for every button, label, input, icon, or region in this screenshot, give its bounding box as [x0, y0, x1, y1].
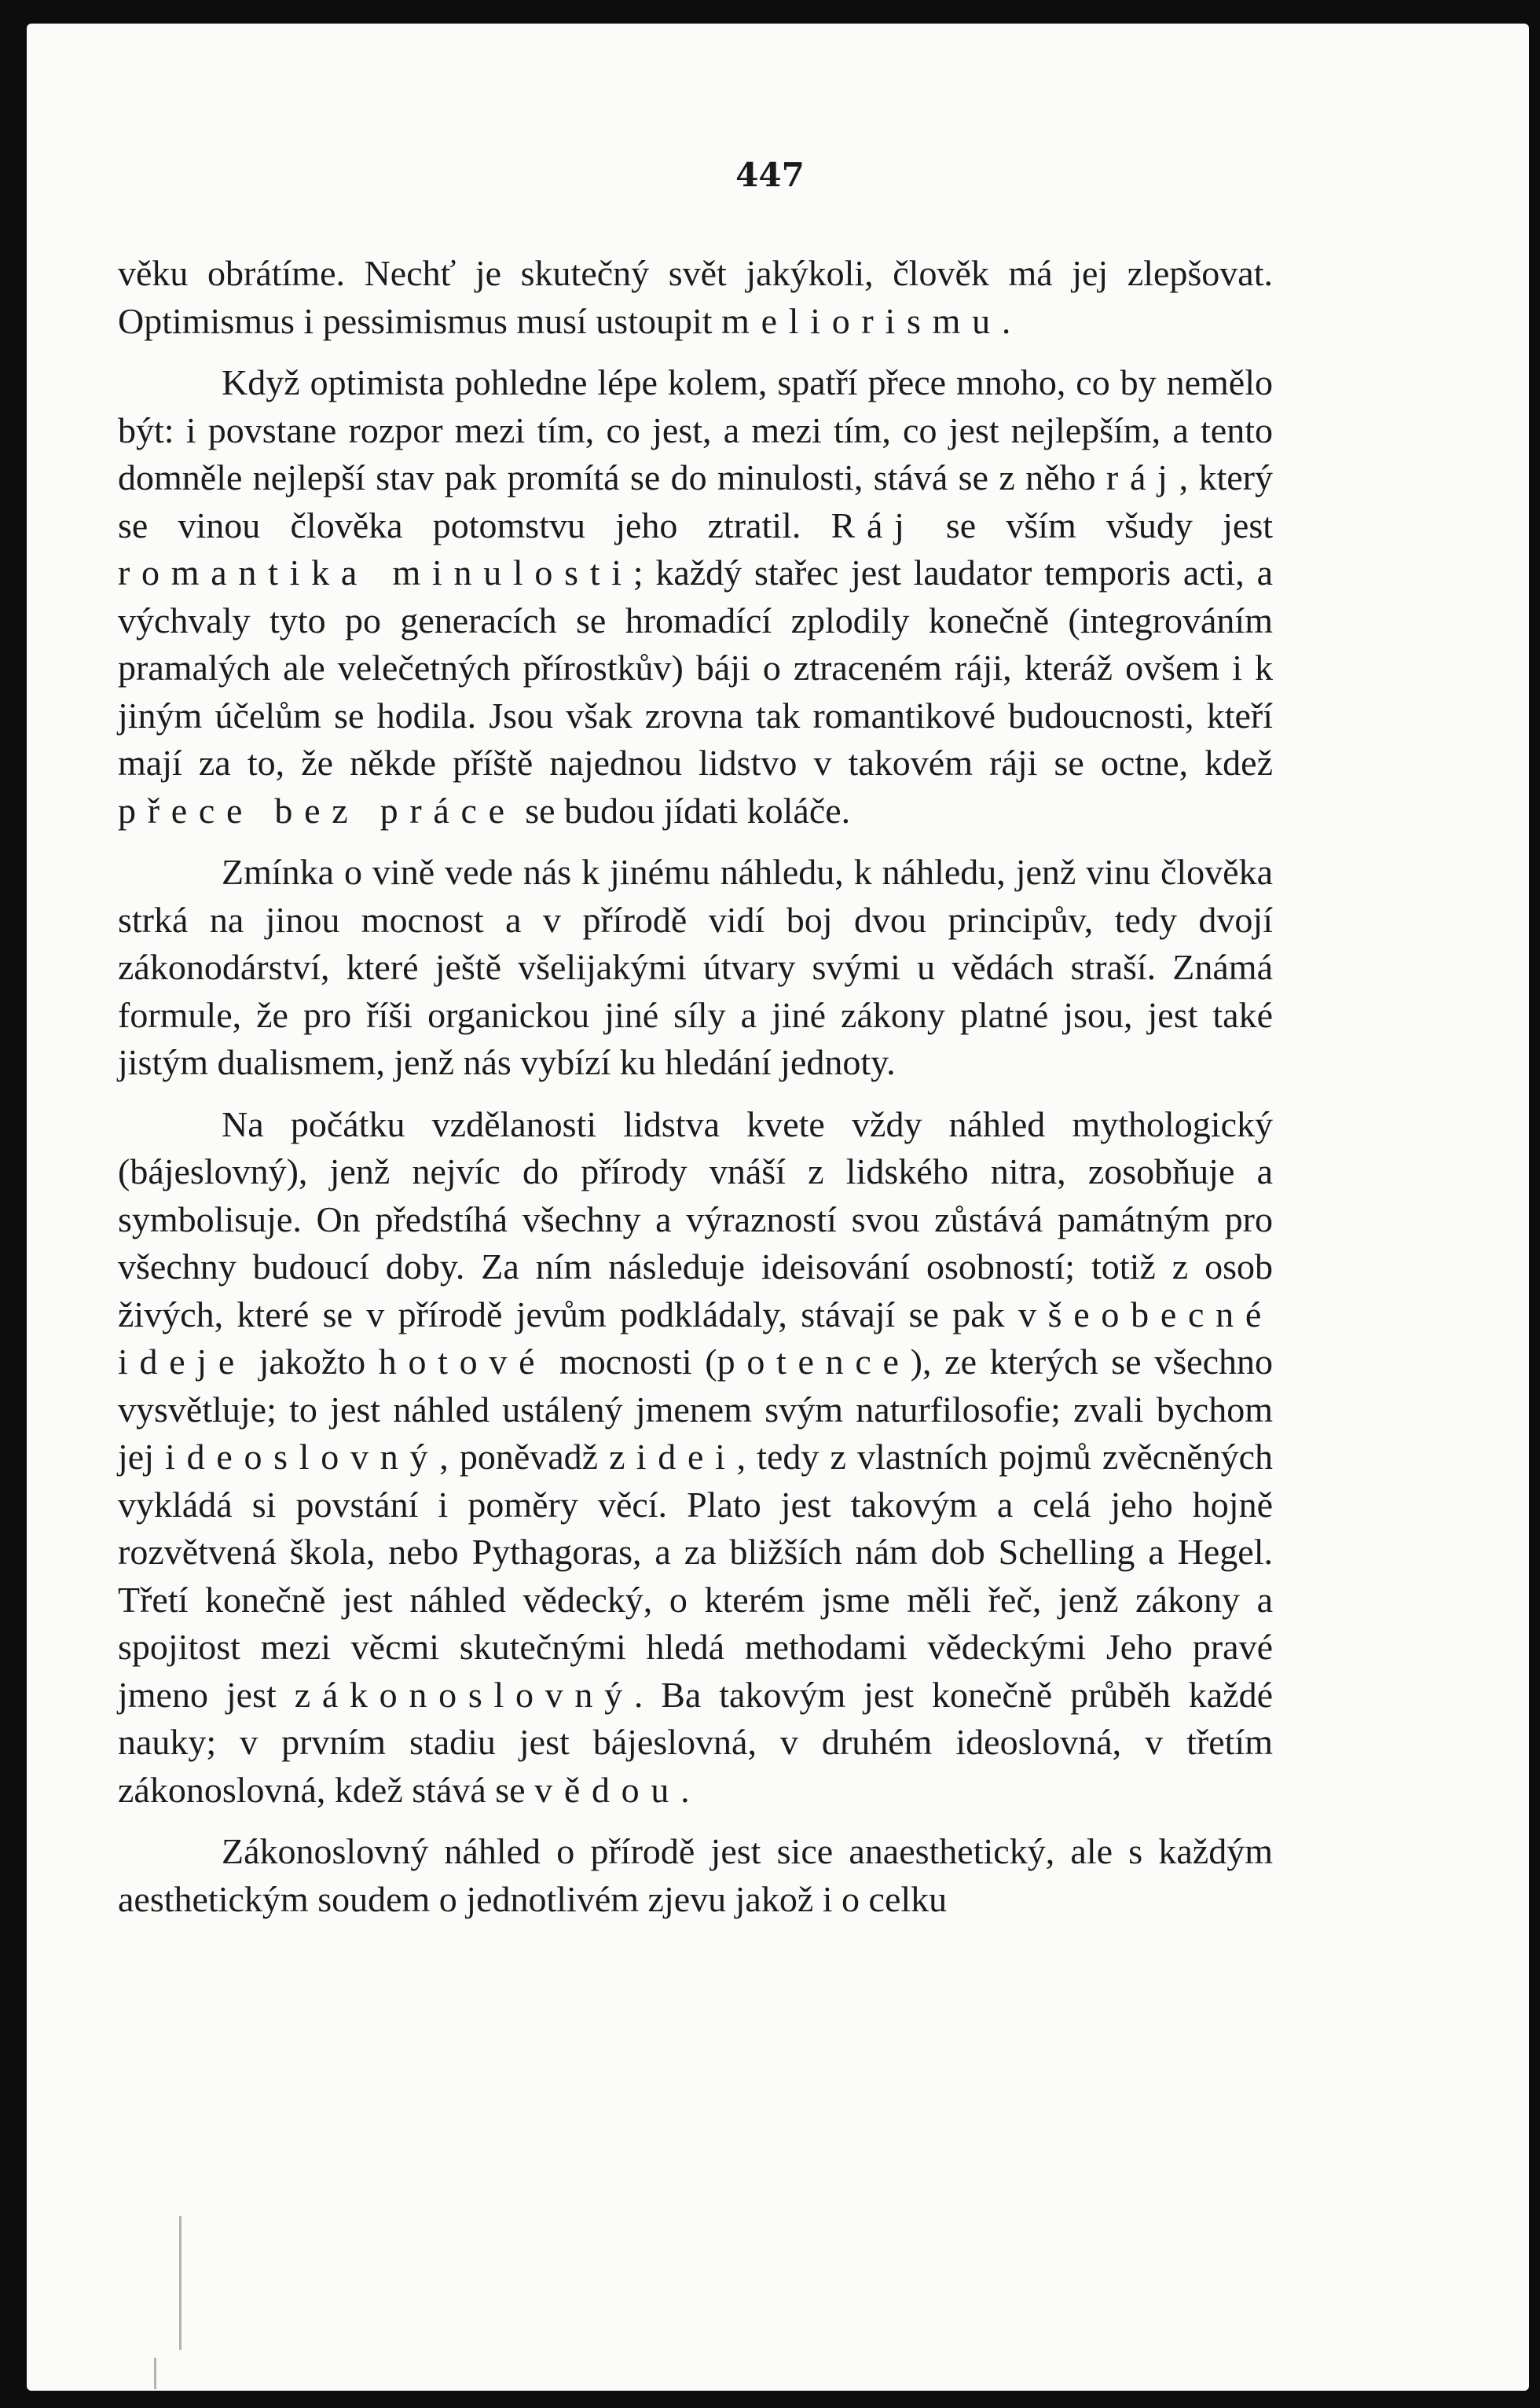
text-segment: se budou jídati koláče.	[515, 790, 851, 831]
emphasized-text: ideoslovný	[165, 1437, 440, 1477]
text-segment: Zmínka o vině vede nás k jinému náhledu, k náhledu, jenž vinu člověka strká na jinou mocnost a v přírodě vidí boj dvou principův, tedy dvojí zákonodárství, které ještě všelijakými útvary svými u vědách straší. Známá formule, že pro říši organickou jiné síly a jiné zákony platné jsou, jest také jistým dualismem, jenž nás vybízí ku hledání jednoty.	[118, 852, 1273, 1082]
emphasized-text: hotové	[378, 1342, 547, 1382]
text-segment: mocnosti (	[546, 1342, 717, 1382]
page-edge-mark	[179, 2216, 182, 2350]
text-segment: , tedy z vlastních pojmů zvěcněných vykládá si povstání i poměry věcí. Plato jest takovým a celá jeho hojně rozvětvená škola, nebo Pythagoras, a za bližších nám dob Schelling a Hegel. Třetí konečně jest náhled vědecký, o kterém jsme měli řeč, jenž zákony a spojitost mezi věcmi skutečnými hledá methodami vědeckými Jeho pravé jmeno jest	[118, 1437, 1274, 1715]
page-number: 447	[735, 156, 805, 194]
text-segment: Když optimista pohledne lépe kolem, spatří přece mnoho, co by nemělo být: i povstane rozpor mezi tím, co jest, a mezi tím, co jest nejlepším, a tento domněle nejlepší stav pak promítá se do minulosti, stává se z něho	[118, 362, 1273, 497]
text-segment: , poněvadž z	[439, 1437, 636, 1477]
text-segment: Na počátku vzdělanosti lidstva kvete vždy náhled mythologický (bájeslovný), jenž nejvíc do přírody vnáší z lidského nitra, zosobňuje a symbolisuje. On předstíhá všechny a výrazností svou zůstává památným pro všechny budoucí doby. Za ním následuje ideisování osobností; totiž z osob živých, které se v přírodě jevům podkládaly, stávají se pak	[118, 1103, 1273, 1334]
text-segment: ), ze kterých se všechno vysvětluje; to jest náhled ustálený jmenem svým naturfilosofie; zvali bychom jej	[118, 1342, 1273, 1477]
emphasized-text: potence	[717, 1342, 911, 1382]
paragraph	[118, 359, 1273, 835]
emphasized-text: Ráj	[830, 505, 916, 545]
emphasized-text: meliorismu	[721, 300, 1002, 341]
emphasized-text: přece bez práce	[118, 790, 516, 831]
text-segment: ; každý stařec jest laudator temporis acti, a výchvaly tyto po generacích se hromadící zplodily konečně (integrováním pramalých ale velečetných přírostkův) báji o ztraceném ráji, kteráž ovšem i k jiným účelům se hodila. Jsou však zrovna tak romantikové budoucnosti, kteří mají za to, že někde příště najednou lidstvo v takovém ráji se octne, kdež	[118, 552, 1273, 783]
page-edge-mark	[154, 2358, 156, 2389]
paragraph	[118, 1828, 1273, 1923]
paragraph	[118, 250, 1273, 345]
body-text	[118, 250, 1273, 1937]
emphasized-text: idei	[636, 1437, 737, 1477]
text-segment: věku obrátíme. Nechť je skutečný svět jakýkoli, člověk má jej zlepšovat. Optimismus i pessimismus musí ustoupit	[118, 253, 1273, 341]
paragraph	[118, 1101, 1273, 1815]
text-segment: se vším všudy jest	[915, 505, 1274, 545]
text-segment: .	[1001, 300, 1011, 341]
text-segment: .	[680, 1769, 690, 1810]
emphasized-text: všeobecné ideje	[118, 1294, 1273, 1382]
text-segment: . Ba takovým jest konečně průběh každé nauky; v prvním stadiu jest bájeslovná, v druhém ideoslovná, v třetím zákonoslovná, kdež stává se	[118, 1674, 1273, 1810]
emphasized-text: ráj	[1106, 457, 1179, 497]
text-segment: , který se vinou člověka potomstvu jeho ztratil.	[118, 457, 1274, 545]
text-segment: jakožto	[246, 1342, 379, 1382]
text-segment: Zákonoslovný náhled o přírodě jest sice anaesthetický, ale s každým aesthetickým soudem o jednotlivém zjevu jakož i o celku	[118, 1831, 1273, 1919]
emphasized-text: romantika minulosti	[118, 552, 633, 593]
emphasized-text: vědou	[534, 1769, 681, 1810]
emphasized-text: zákonoslovný	[294, 1674, 634, 1715]
paragraph	[118, 849, 1273, 1087]
